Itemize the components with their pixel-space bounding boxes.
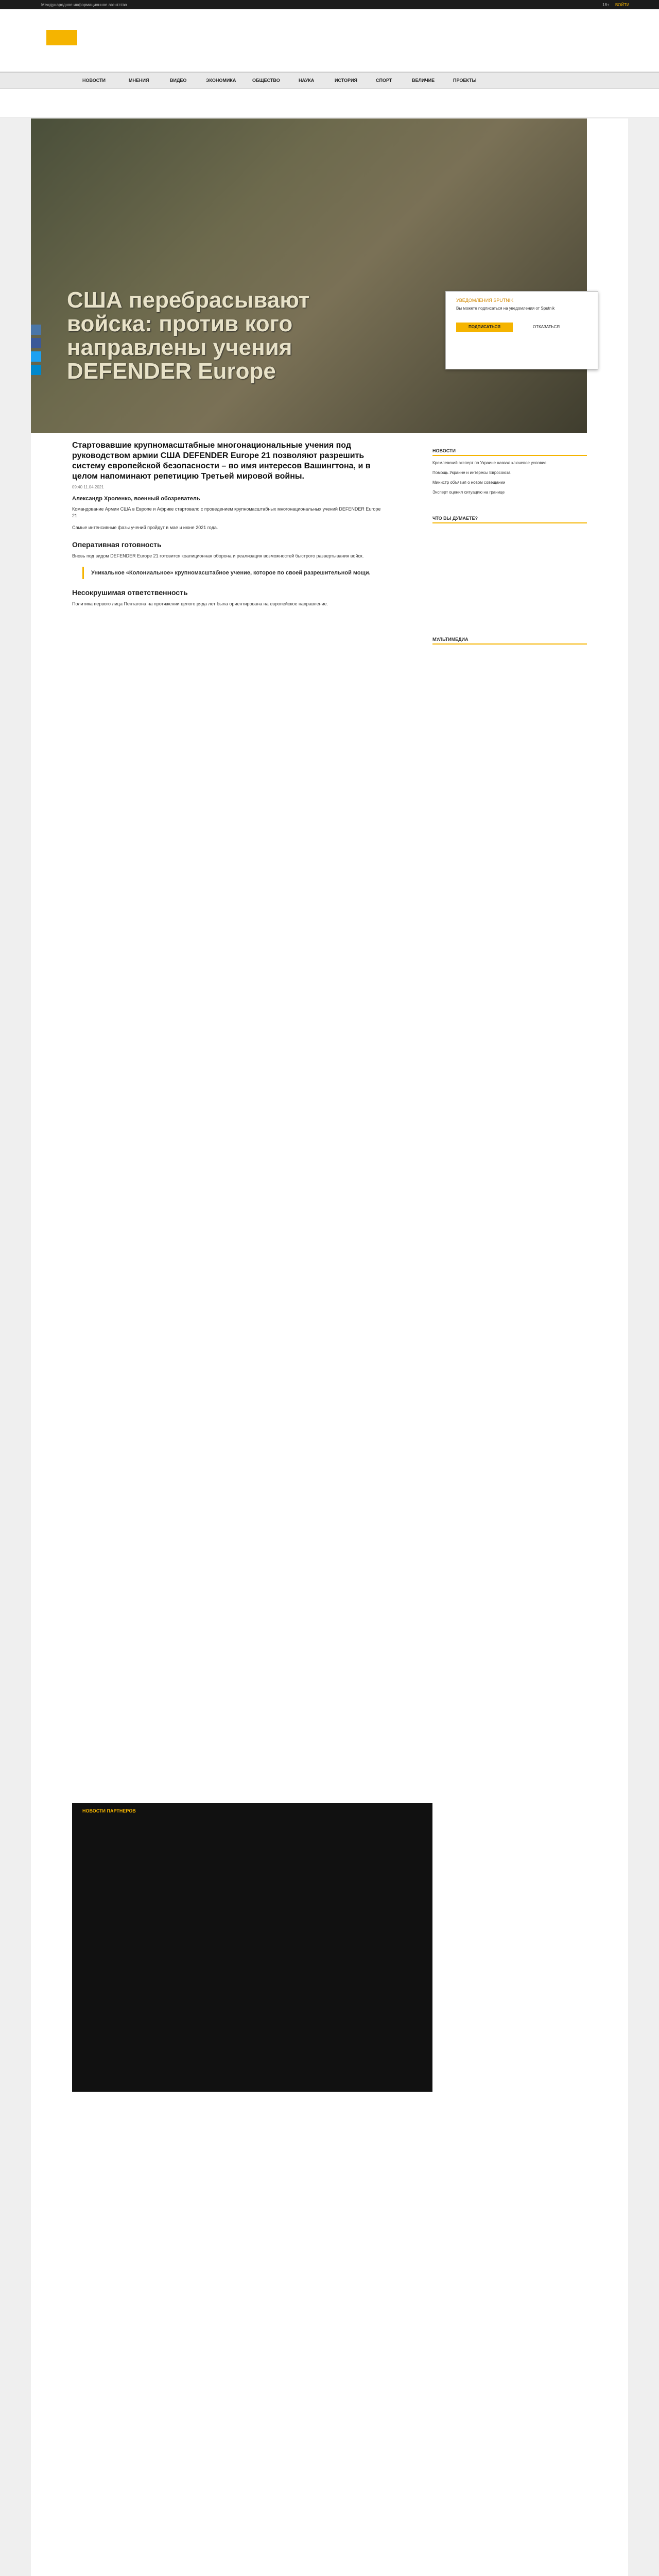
article-date: 09:40 11.04.2021 (72, 485, 104, 489)
social-bar (31, 325, 41, 378)
article-author: Александр Хроленко, военный обозреватель (72, 496, 200, 502)
header (0, 9, 659, 71)
subscribe-button[interactable]: ПОДПИСАТЬСЯ (456, 323, 513, 332)
nav-item[interactable]: ОБЩЕСТВО (252, 78, 280, 83)
partners-title: НОВОСТИ ПАРТНЕРОВ (82, 1808, 136, 1814)
section-heading: Несокрушимая ответственность (72, 588, 188, 597)
nav-item[interactable]: НОВОСТИ (82, 78, 106, 83)
nav-item[interactable]: ВЕЛИЧИЕ (412, 78, 435, 83)
article-headline: Стартовавшие крупномасштабные многонациональные учения под руководством армии США DEFENDER Europe 21 позволяют разрешить систему европейской безопасности – во имя интересов Вашингтона, и в целом напоминают репетицию Третьей мировой войны. (72, 441, 371, 481)
age-label: 18+ (602, 3, 610, 7)
sidebar-heading: НОВОСТИ (432, 448, 587, 456)
nav-item[interactable]: НАУКА (299, 78, 315, 83)
popup-title: УВЕДОМЛЕНИЯ SPUTNIK (456, 298, 514, 303)
article (72, 440, 381, 613)
top-bar-text: Международное информационное агентство (41, 3, 127, 7)
sidebar-heading: МУЛЬТИМЕДИА (432, 637, 587, 645)
vk-icon[interactable] (31, 325, 41, 335)
paragraph: Командование Армии США в Европе и Африке стартовало с проведением крупномасштабных многонациональных учений DEFENDER Europe 21. (72, 506, 381, 518)
popup-desc: Вы можете подписаться на уведомления от Sputnik (456, 306, 555, 311)
content-wrapper (31, 118, 628, 2576)
top-bar (0, 0, 659, 9)
nav-item[interactable]: МНЕНИЯ (129, 78, 149, 83)
notification-popup (445, 291, 598, 369)
sidebar-item[interactable]: Министр объявил о новом совещании (432, 480, 506, 485)
twitter-icon[interactable] (31, 351, 41, 362)
login-link[interactable]: ВОЙТИ (615, 3, 630, 7)
paragraph: Самые интенсивные фазы учений пройдут в мае и июне 2021 года. (72, 525, 218, 530)
sub-nav (0, 89, 659, 118)
main-nav (0, 72, 659, 89)
sidebar-heading: ЧТО ВЫ ДУМАЕТЕ? (432, 516, 587, 523)
section-heading: Оперативная готовность (72, 540, 162, 549)
sidebar-item[interactable]: Кремлевский эксперт по Украине назвал ключевое условие (432, 461, 547, 465)
nav-item[interactable]: ЭКОНОМИКА (206, 78, 236, 83)
sidebar-item[interactable]: Эксперт оценил ситуацию на границе (432, 490, 505, 495)
partners-block (72, 1803, 432, 2092)
nav-item[interactable]: СПОРТ (376, 78, 392, 83)
sidebar (432, 448, 587, 649)
nav-item[interactable]: ПРОЕКТЫ (453, 78, 477, 83)
nav-item[interactable]: ИСТОРИЯ (335, 78, 357, 83)
hero-title: США перебрасывают войска: против кого направлены учения DEFENDER Europe (67, 287, 310, 384)
sputnik-logo[interactable] (46, 30, 77, 45)
facebook-icon[interactable] (31, 338, 41, 348)
reject-button[interactable]: ОТКАЗАТЬСЯ (532, 325, 560, 329)
sidebar-item[interactable]: Помощь Украине и интересы Евросоюза (432, 470, 511, 475)
paragraph: Политика первого лица Пентагона на протяжении целого ряда лет была ориентирована на европейское направление. (72, 601, 328, 606)
nav-item[interactable]: ВИДЕО (170, 78, 187, 83)
article-quote: Уникальное «Колониальное» крупномасштабное учение, которое по своей разрешительной мощи. (82, 567, 381, 579)
paragraph: Вновь под видом DEFENDER Europe 21 готовится коалиционная оборона и реализация возможностей быстрого развертывания войск. (72, 553, 364, 558)
telegram-icon[interactable] (31, 365, 41, 375)
hero-image (31, 118, 587, 433)
